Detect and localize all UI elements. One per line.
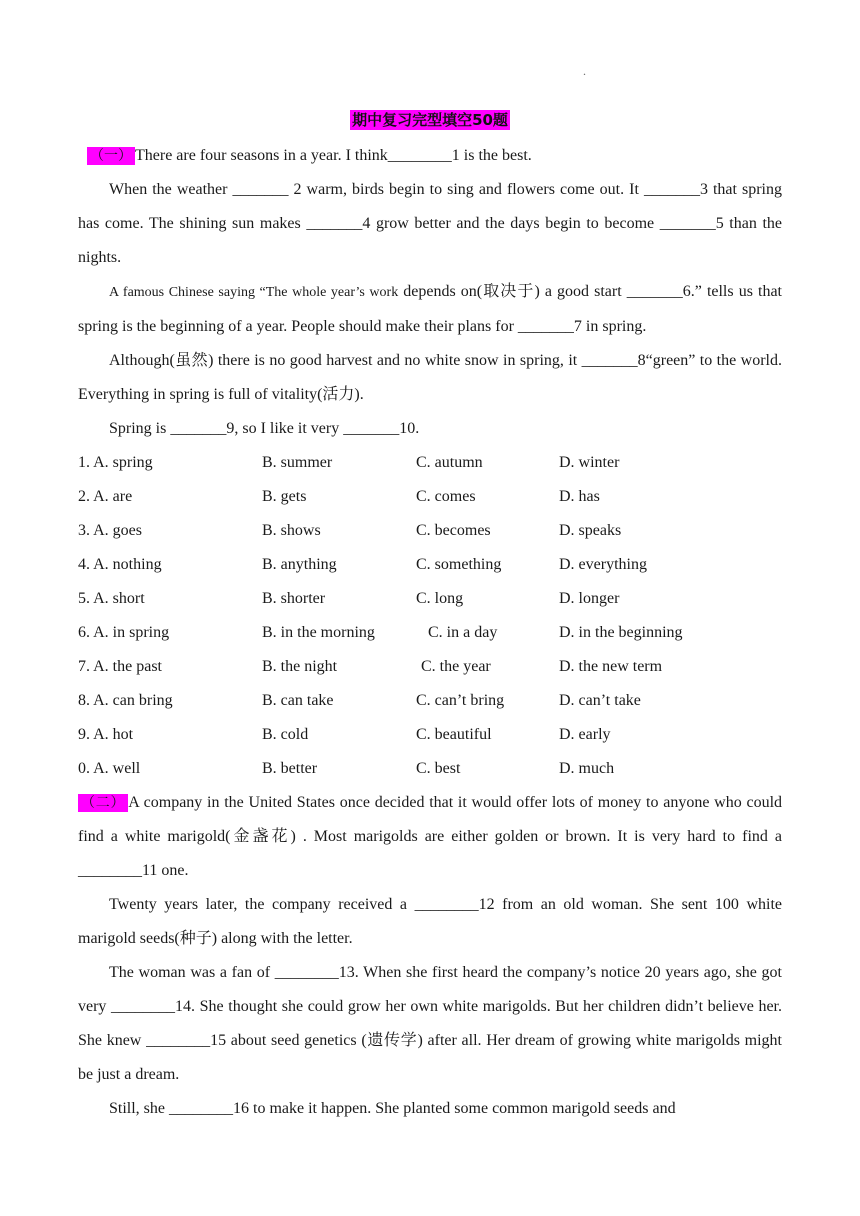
option-row: 1. A. spring B. summer C. autumn D. winter — [78, 454, 620, 471]
option-row: 5. A. short B. shorter C. long D. longer — [78, 590, 620, 607]
option-row: 0. A. well B. better C. best D. much — [78, 760, 615, 777]
options-list — [78, 446, 782, 786]
option-row: 6. A. in spring B. in the morning C. in a day D. in the beginning — [78, 624, 683, 641]
title-container — [0, 110, 860, 130]
option-row: 8. A. can bring B. can take C. can’t bring D. can’t take — [78, 692, 641, 709]
section1-paragraph-1: （一） There are four seasons in a year. I think________1 is the best. — [78, 139, 782, 173]
section1-paragraph-5: Spring is _______9, so I like it very _______10. — [109, 420, 420, 437]
section2-paragraph-2: Twenty years later, the company received a ________12 from an old woman. She sent 100 white marigold seeds(种子) along with the letter. — [78, 896, 782, 947]
page-dot: . — [583, 64, 586, 78]
document-title: 期中复习完型填空50题 — [352, 111, 508, 129]
option-row: 9. A. hot B. cold C. beautiful D. early — [78, 726, 611, 743]
option-row: 4. A. nothing B. anything C. something D. everything — [78, 556, 647, 573]
option-row: 3. A. goes B. shows C. becomes D. speaks — [78, 522, 622, 539]
section2-tag: （二） — [78, 794, 128, 812]
section2-paragraph-4: Still, she ________16 to make it happen. She planted some common marigold seeds and — [109, 1100, 676, 1117]
option-row: 7. A. the past B. the night C. the year D. the new term — [78, 658, 663, 675]
section1-paragraph-4: Although(虽然) there is no good harvest and no white snow in spring, it _______8“green” to the world. Everything in spring is full of vitality(活力). — [78, 352, 782, 403]
section1-paragraph-3: A famous Chinese saying “The whole year’s work depends on(取决于) a good start _______6.” tells us that spring is the beginning of a year. People should make their plans for _______7 in spring. — [78, 283, 782, 335]
document-body — [78, 139, 782, 1126]
section2-paragraph-3: The woman was a fan of ________13. When she first heard the company’s notice 20 years ago, she got very ________14. She thought she could grow her own white marigolds. But her children didn’t believe her. She knew ________15 about seed genetics (遗传学) after all. Her dream of growing white marigolds might be just a dream. — [78, 964, 782, 1083]
section1-tag: （一） — [87, 147, 135, 165]
section2-paragraph-1: （二） A company in the United States once decided that it would offer lots of money to anyone who could find a white marigold(金盏花) . Most marigolds are either golden or brown. It is very hard to find a ________11 one. — [78, 794, 783, 879]
option-row: 2. A. are B. gets C. comes D. has — [78, 488, 600, 505]
section1-paragraph-2: When the weather _______ 2 warm, birds begin to sing and flowers come out. It _______3 that spring has come. The shining sun makes _______4 grow better and the days begin to become _______5 than the nights. — [78, 181, 782, 266]
